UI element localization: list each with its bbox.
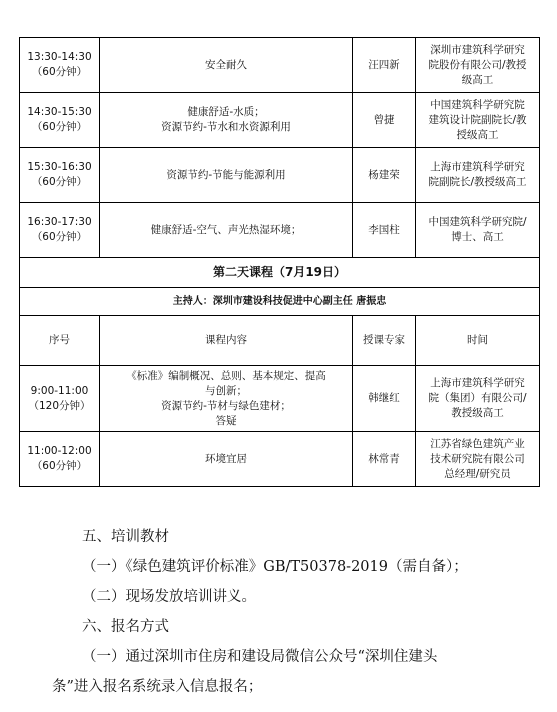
header-content: 课程内容 xyxy=(100,316,353,366)
expert-cell: 李国柱 xyxy=(353,203,416,258)
course-content-cell: 健康舒适-空气、声光热湿环境； xyxy=(100,203,353,258)
host-row xyxy=(20,288,540,316)
table-row xyxy=(20,38,540,93)
course-content-cell: 安全耐久 xyxy=(100,38,353,93)
organization-cell: 上海市建筑科学研究 院（集团）有限公司/ 教授级高工 xyxy=(416,366,540,432)
expert-cell: 杨建荣 xyxy=(353,148,416,203)
time-cell: 11:00-12:00 （60分钟） xyxy=(20,432,100,487)
time-cell: 14:30-15:30 （60分钟） xyxy=(20,93,100,148)
section-six-item-one-line-two: 条”进入报名系统录入信息报名； xyxy=(52,679,263,695)
day-two-title: 第二天课程（7月19日） xyxy=(20,258,540,288)
column-header-row xyxy=(20,316,540,366)
expert-cell: 曾捷 xyxy=(353,93,416,148)
course-content-cell: 《标准》编制概况、总则、基本规定、提高 与创新； 资源节约-节材与绿色建材； 答疑 xyxy=(100,366,353,432)
organization-cell: 中国建筑科学研究院 建筑设计院副院长/教 授级高工 xyxy=(416,93,540,148)
header-expert: 授课专家 xyxy=(353,316,416,366)
expert-cell: 汪四新 xyxy=(353,38,416,93)
day-two-header-row xyxy=(20,258,540,288)
course-content-cell: 健康舒适-水质； 资源节约-节水和水资源利用 xyxy=(100,93,353,148)
section-six-heading: 六、报名方式 xyxy=(82,619,169,635)
table-row xyxy=(20,366,540,432)
schedule-table xyxy=(19,37,540,487)
time-cell: 16:30-17:30 （60分钟） xyxy=(20,203,100,258)
course-content-cell: 环境宜居 xyxy=(100,432,353,487)
organization-cell: 江苏省绿色建筑产业 技术研究院有限公司 总经理/研究员 xyxy=(416,432,540,487)
time-cell: 15:30-16:30 （60分钟） xyxy=(20,148,100,203)
organization-cell: 上海市建筑科学研究 院副院长/教授级高工 xyxy=(416,148,540,203)
header-seq: 序号 xyxy=(20,316,100,366)
section-five-item-one: （一）《绿色建筑评价标准》GB/T50378-2019（需自备）； xyxy=(82,559,468,575)
expert-cell: 林常青 xyxy=(353,432,416,487)
day-two-host: 主持人：深圳市建设科技促进中心副主任 唐振忠 xyxy=(20,288,540,316)
organization-cell: 中国建筑科学研究院/ 博士、高工 xyxy=(416,203,540,258)
table-row xyxy=(20,203,540,258)
table-row xyxy=(20,432,540,487)
table-row xyxy=(20,148,540,203)
table-row xyxy=(20,93,540,148)
time-cell: 9:00-11:00 （120分钟） xyxy=(20,366,100,432)
header-time: 时间 xyxy=(416,316,540,366)
course-content-cell: 资源节约-节能与能源利用 xyxy=(100,148,353,203)
expert-cell: 韩继红 xyxy=(353,366,416,432)
section-five-heading: 五、培训教材 xyxy=(82,529,169,545)
time-cell: 13:30-14:30 （60分钟） xyxy=(20,38,100,93)
organization-cell: 深圳市建筑科学研究 院股份有限公司/教授 级高工 xyxy=(416,38,540,93)
section-six-item-one-line-one: （一）通过深圳市住房和建设局微信公众号“深圳住建头 xyxy=(82,649,438,665)
section-five-item-two: （二）现场发放培训讲义。 xyxy=(82,589,256,605)
